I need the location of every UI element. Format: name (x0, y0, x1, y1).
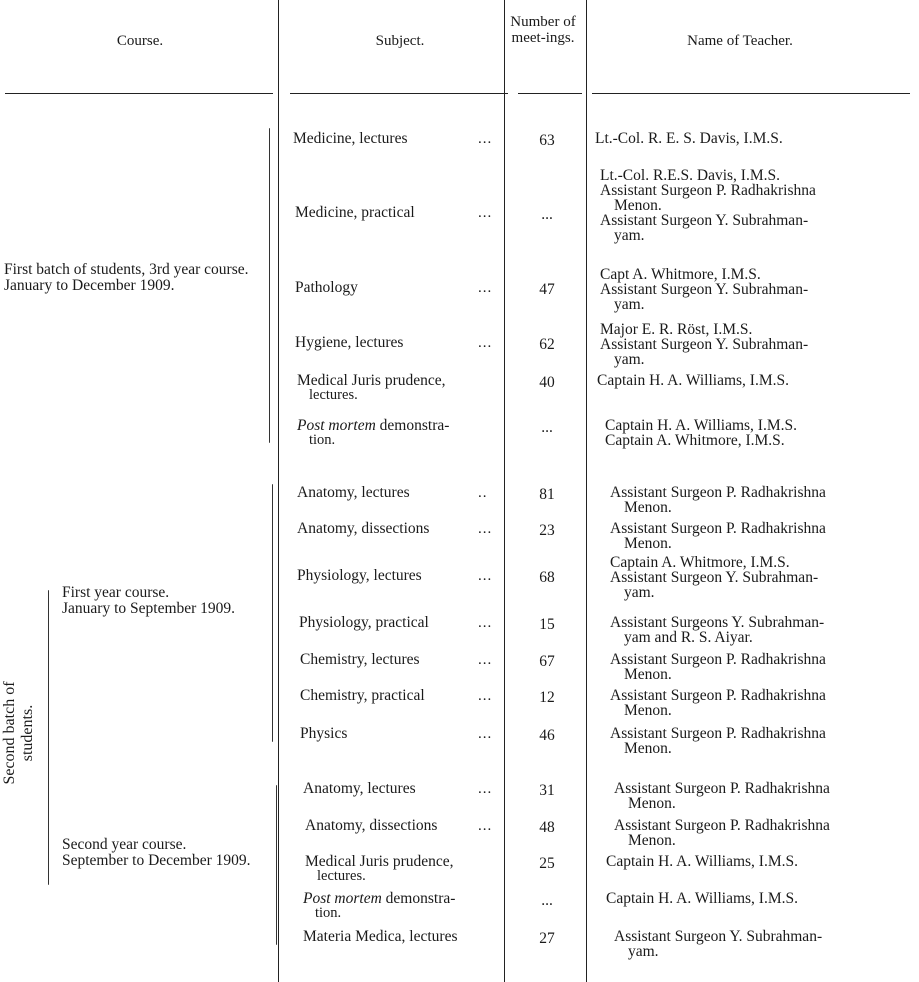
leader-dots: ... (478, 280, 493, 296)
meetings-cell: 81 (539, 486, 555, 503)
teacher-name: Assistant Surgeon P. Radhakrishna (600, 182, 816, 199)
subject-text: Anatomy, lectures (303, 780, 416, 797)
course-label: Second year course. (62, 836, 187, 853)
subject-text: Medicine, lectures (293, 130, 408, 147)
teacher-cell (606, 929, 822, 959)
subject-cell (305, 818, 505, 833)
header-rule (290, 93, 508, 94)
course-first-year (62, 585, 272, 617)
column-divider (278, 0, 279, 982)
teacher-name: Captain H. A. Williams, I.M.S. (606, 853, 798, 870)
leader-dots: ... (478, 615, 493, 631)
leader-dots: ... (478, 131, 493, 147)
teacher-name: Captain A. Whitmore, I.M.S. (605, 432, 785, 449)
teacher-cell (602, 615, 824, 645)
header-rule (592, 93, 910, 94)
teacher-name: Captain H. A. Williams, I.M.S. (605, 417, 797, 434)
teacher-name: Menon. (624, 535, 672, 552)
subject-cell (297, 521, 497, 536)
meetings-cell: ... (541, 206, 553, 223)
subject-cell (300, 688, 500, 703)
teacher-cell (606, 891, 798, 906)
subject-cell (303, 781, 503, 796)
subject-cell (300, 726, 500, 741)
second-batch-label: Second batch of students. (1, 681, 36, 785)
teacher-name: Assistant Surgeon P. Radhakrishna (610, 520, 826, 537)
subject-text: Anatomy, dissections (305, 817, 438, 834)
subject-text-cont: tion. (315, 905, 342, 921)
meetings-cell: 23 (539, 522, 555, 539)
teacher-cell (602, 555, 818, 600)
teacher-name: Assistant Surgeon P. Radhakrishna (614, 817, 830, 834)
teacher-name: Assistant Surgeon P. Radhakrishna (614, 780, 830, 797)
subject-text: Hygiene, lectures (295, 334, 404, 351)
subject-cell (297, 418, 497, 448)
header-meetings: Number of meet-ings. (510, 14, 576, 46)
subject-cell (297, 373, 497, 403)
meetings-cell: 62 (539, 336, 555, 353)
teacher-name: yam. (614, 227, 645, 244)
leader-dots: ... (478, 818, 493, 834)
course-dates: January to September 1909. (62, 600, 236, 617)
course-second-year (62, 837, 277, 869)
teacher-name: Capt A. Whitmore, I.M.S. (600, 266, 761, 283)
subject-cell (293, 131, 493, 146)
leader-dots: ... (478, 521, 493, 537)
teacher-cell (602, 726, 826, 756)
subject-italic: Post mortem (297, 417, 376, 434)
course-dates: September to December 1909. (62, 852, 251, 869)
teacher-name: yam. (628, 943, 659, 960)
subject-cell (295, 335, 495, 350)
meetings-cell: 27 (539, 930, 555, 947)
teacher-cell (602, 688, 826, 718)
column-divider (504, 0, 505, 982)
course-label: First batch of students, 3rd year course. (4, 261, 249, 278)
leader-dots: ... (478, 652, 493, 668)
leader-dots: .. (478, 485, 488, 501)
leader-dots: ... (478, 568, 493, 584)
brace (269, 128, 270, 443)
subject-cell (303, 929, 503, 944)
course-label: First year course. (62, 584, 170, 601)
subject-text: Anatomy, lectures (297, 484, 410, 501)
subject-text: Physics (300, 725, 348, 742)
teacher-name: yam. (614, 351, 645, 368)
brace (276, 785, 277, 945)
teacher-name: Captain H. A. Williams, I.M.S. (606, 890, 798, 907)
subject-text: Chemistry, practical (300, 687, 425, 704)
teacher-cell (606, 818, 830, 848)
header-course: Course. (116, 33, 164, 49)
teacher-cell (597, 373, 789, 388)
subject-italic: Post mortem (303, 890, 382, 907)
teacher-name: Assistant Surgeon Y. Subrahman- (610, 569, 819, 586)
teacher-name: yam and R. S. Aiyar. (624, 629, 753, 646)
teacher-name: Assistant Surgeon P. Radhakrishna (610, 484, 826, 501)
header-rule (5, 93, 273, 94)
meetings-cell: 25 (539, 855, 555, 872)
leader-dots: ... (478, 335, 493, 351)
teacher-name: Lt.-Col. R. E. S. Davis, I.M.S. (595, 130, 783, 147)
subject-text: Physiology, lectures (297, 567, 422, 584)
teacher-cell (602, 521, 826, 551)
meetings-cell: ... (541, 419, 553, 436)
teacher-name: Assistant Surgeon P. Radhakrishna (610, 725, 826, 742)
column-divider (586, 0, 587, 982)
subject-text: Materia Medica, lectures (303, 928, 458, 945)
teacher-name: Lt.-Col. R.E.S. Davis, I.M.S. (600, 167, 780, 184)
meetings-cell: 67 (539, 653, 555, 670)
subject-cell (297, 485, 497, 500)
leader-dots: ... (478, 726, 493, 742)
teacher-name: Assistant Surgeon Y. Subrahman- (600, 336, 809, 353)
subject-text: Post mortem demonstra- (297, 417, 450, 434)
subject-cell (295, 280, 495, 295)
teacher-name: Assistant Surgeon P. Radhakrishna (610, 651, 826, 668)
meetings-cell: 12 (539, 689, 555, 706)
subject-cell (295, 205, 495, 220)
subject-cell (299, 615, 499, 630)
teacher-name: Menon. (624, 666, 672, 683)
teacher-cell (602, 652, 826, 682)
teacher-cell (597, 418, 797, 448)
leader-dots: ... (478, 205, 493, 221)
subject-text-cont: tion. (309, 432, 336, 448)
teacher-name: Major E. R. Röst, I.M.S. (600, 321, 753, 338)
meetings-cell: 40 (539, 374, 555, 391)
meetings-cell: 47 (539, 281, 555, 298)
teacher-name: yam. (614, 296, 645, 313)
teacher-cell (592, 322, 808, 367)
subject-cell (303, 891, 503, 921)
teacher-name: Assistant Surgeon P. Radhakrishna (610, 687, 826, 704)
teacher-name: Menon. (624, 740, 672, 757)
subject-text-cont: lectures. (309, 387, 358, 403)
teacher-cell (595, 131, 783, 146)
subject-cell (297, 568, 497, 583)
subject-text: Post mortem demonstra- (303, 890, 456, 907)
header-subject: Subject. (375, 33, 425, 49)
header-rule (518, 93, 582, 94)
teacher-name: yam. (624, 584, 655, 601)
teacher-name: Menon. (614, 197, 662, 214)
teacher-cell (606, 781, 830, 811)
subject-text: Physiology, practical (299, 614, 429, 631)
leader-dots: ... (478, 688, 493, 704)
subject-text: Chemistry, lectures (300, 651, 420, 668)
subject-text-cont: lectures. (317, 868, 366, 884)
teacher-cell (606, 854, 798, 869)
meetings-cell: 15 (539, 616, 555, 633)
teacher-name: Assistant Surgeons Y. Subrahman- (610, 614, 825, 631)
teacher-name: Menon. (628, 795, 676, 812)
teacher-name: Captain A. Whitmore, I.M.S. (610, 554, 790, 571)
teacher-name: Menon. (624, 702, 672, 719)
teacher-cell (602, 485, 826, 515)
meetings-cell: ... (541, 892, 553, 909)
teacher-cell (592, 267, 808, 312)
course-first-batch (4, 262, 274, 294)
meetings-cell: 48 (539, 819, 555, 836)
teacher-name: Menon. (624, 499, 672, 516)
teacher-name: Assistant Surgeon Y. Subrahman- (614, 928, 823, 945)
subject-text: Medical Juris prudence, (297, 372, 446, 389)
teacher-name: Assistant Surgeon Y. Subrahman- (600, 212, 809, 229)
teacher-name: Menon. (628, 832, 676, 849)
subject-text: Medicine, practical (295, 204, 415, 221)
teacher-name: Captain H. A. Williams, I.M.S. (597, 372, 789, 389)
brace (272, 484, 273, 742)
teacher-cell (592, 168, 816, 243)
subject-cell (300, 652, 500, 667)
meetings-cell: 63 (539, 132, 555, 149)
brace (48, 590, 49, 885)
subject-text: Medical Juris prudence, (305, 853, 454, 870)
meetings-cell: 68 (539, 569, 555, 586)
subject-text: Pathology (295, 279, 358, 296)
leader-dots: ... (478, 781, 493, 797)
course-dates: January to December 1909. (4, 277, 175, 294)
subject-text: Anatomy, dissections (297, 520, 430, 537)
teacher-name: Assistant Surgeon Y. Subrahman- (600, 281, 809, 298)
subject-cell (305, 854, 505, 884)
header-teacher: Name of Teacher. (687, 33, 793, 49)
meetings-cell: 46 (539, 727, 555, 744)
meetings-cell: 31 (539, 782, 555, 799)
